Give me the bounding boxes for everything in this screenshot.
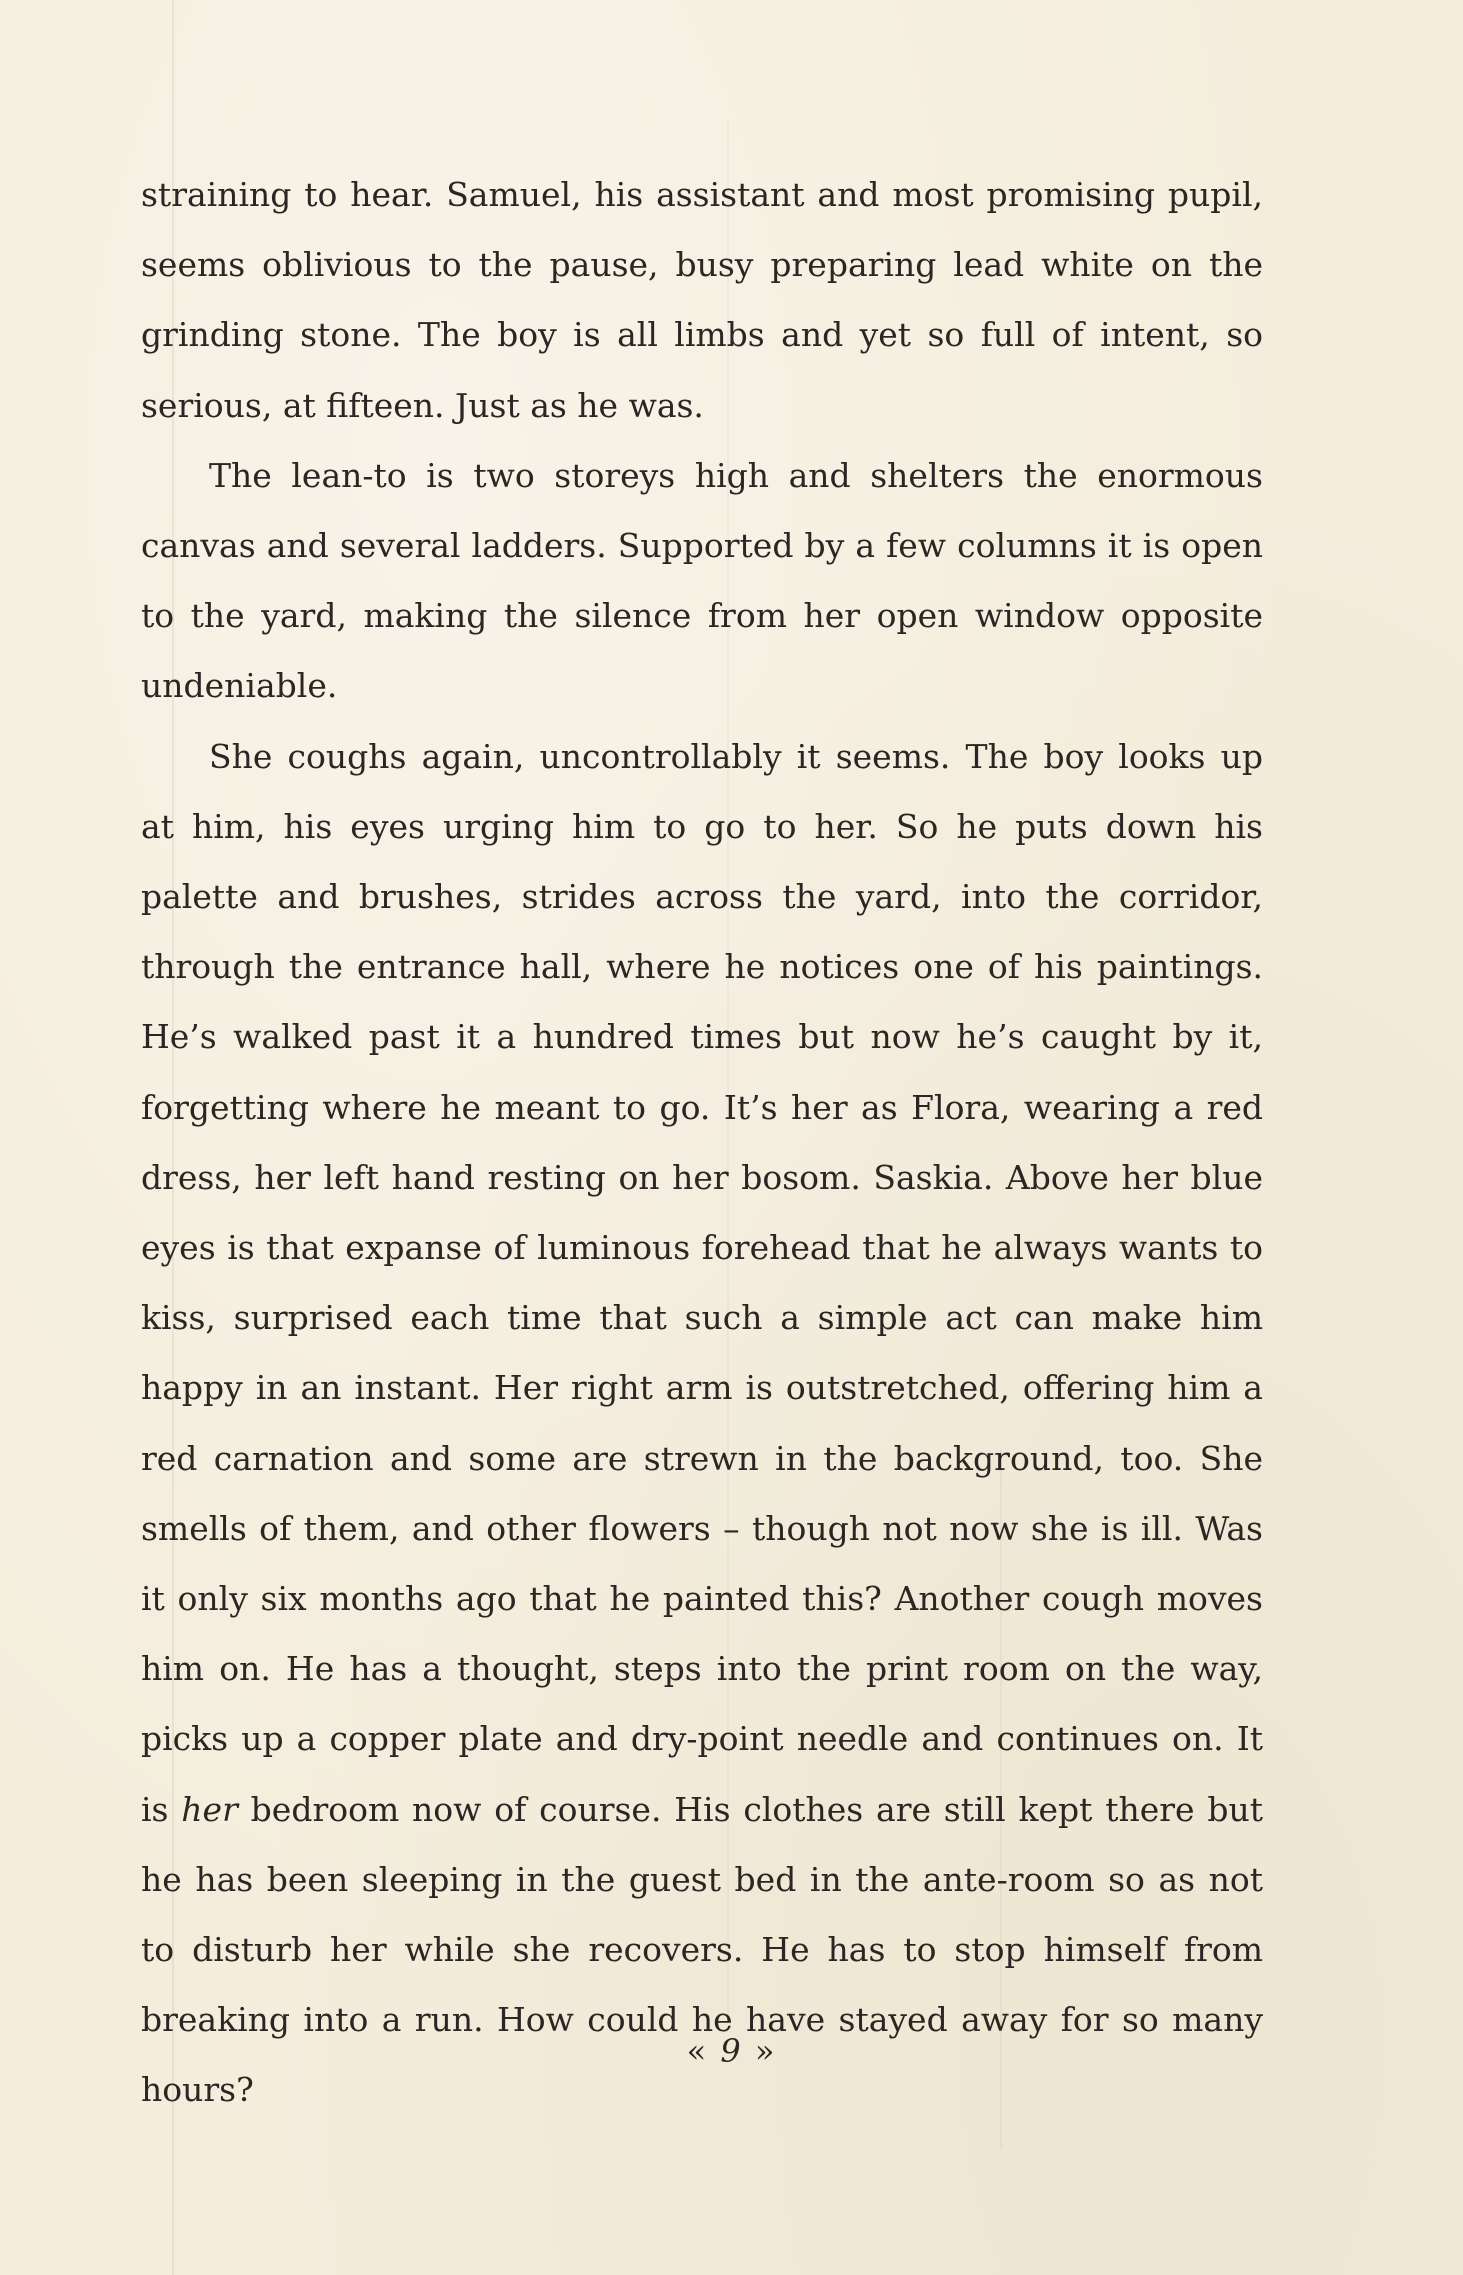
page-number-value: 9 xyxy=(720,2032,743,2070)
body-text xyxy=(141,160,1263,2126)
page-number-close-guillemet: » xyxy=(754,2032,777,2070)
page-number-open-guillemet: « xyxy=(686,2032,709,2070)
page-number xyxy=(0,2032,1463,2070)
paragraph-2: The lean-to is two storeys high and shelters the enormous canvas and several ladders. Supported by a few columns it is open to the yard, making the silence from her open window opposite undeniable. xyxy=(141,455,1263,706)
paragraph-3-before: She coughs again, uncontrollably it seems. The boy looks up at him, his eyes urging him to go to her. So he puts down his palette and brushes, strides across the yard, into the corridor, through the entrance hall, where he notices one of his paintings. He’s walked past it a hundred times but now he’s caught by it, forgetting where he meant to go. It’s her as Flora, wearing a red dress, her left hand resting on her bosom. Saskia. Above her blue eyes is that expanse of luminous forehead that he always wants to kiss, surprised each time that such a simple act can make him happy in an instant. Her right arm is outstretched, offering him a red carnation and some are strewn in the background, too. She smells of them, and other flowers – though not now she is ill. Was it only six months ago that he painted this? Another cough moves him on. He has a thought, steps into the print room on the way, picks up a copper plate and dry-point needle and continues on. It is xyxy=(141,736,1263,1829)
paragraph-3 xyxy=(141,722,1263,2126)
paragraph-3-after: bedroom now of course. His clothes are still kept there but he has been sleeping in the guest bed in the ante-room so as not to disturb her while she recovers. He has to stop himself from breaking into a run. How could he have stayed away for so many hours? xyxy=(141,1789,1263,2110)
paragraph-1: straining to hear. Samuel, his assistant and most promising pupil, seems oblivious to the pause, busy preparing lead white on the grinding stone. The boy is all limbs and yet so full of intent, so serious, at fifteen. Just as he was. xyxy=(141,175,1263,425)
paragraph-3-emphasis: her xyxy=(181,1789,238,1829)
